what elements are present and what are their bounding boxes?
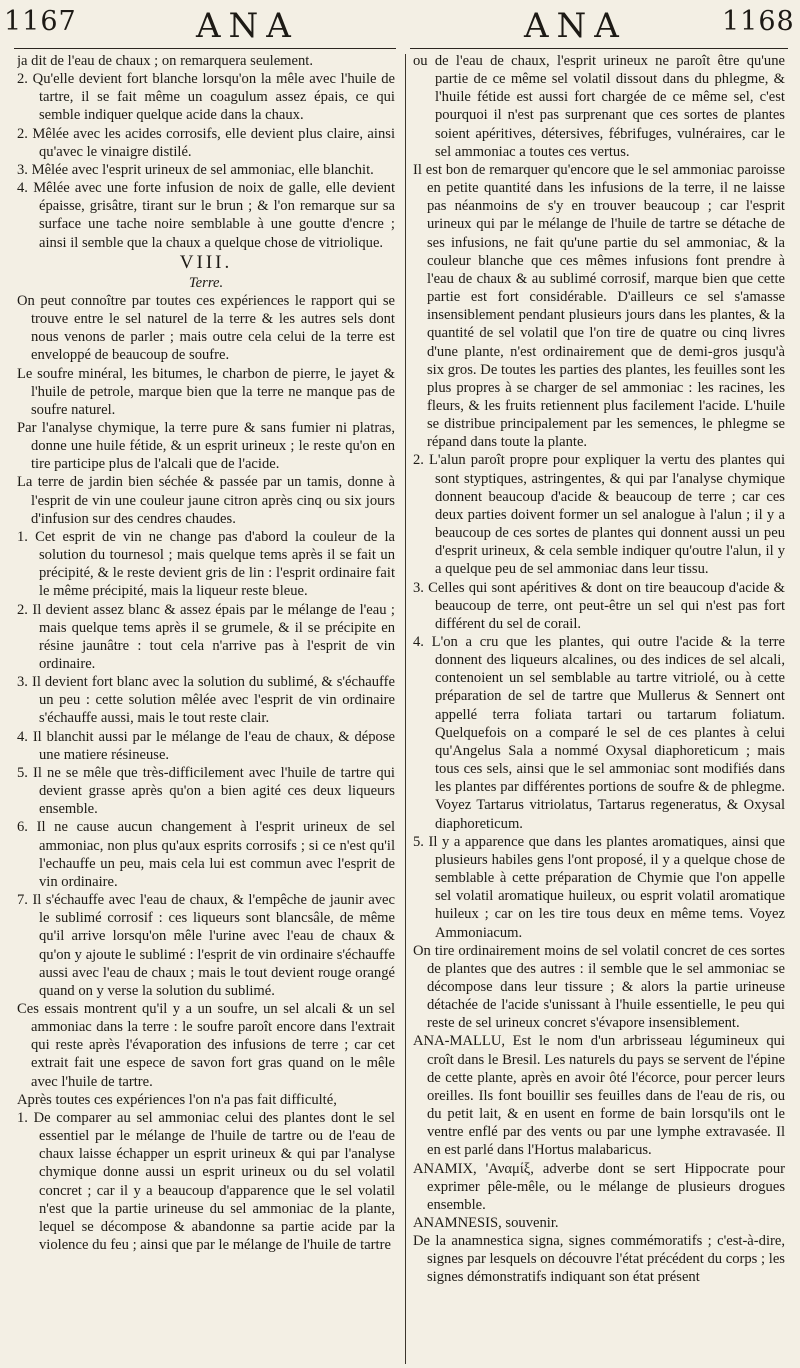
entry-ana-mallu: ANA-MALLU, Est le nom d'un arbrisseau légumineux qui croît dans le Bresil. Les naturels du pays se servent de l'épine de cette plante, après en avoir ôté l'écorce, pour percer leurs oreilles. Ils font bouillir ses feuilles dans de l'eau de ris, ou du petit lait, & en usent en forme de bain lorsqu'ils ont le ventre enflé par des vents ou par une lymphe extravasée. Il en est parlé dans l'Hortus malabaricus. <box>413 1033 785 1159</box>
numbered-paragraph: 2. L'alun paroît propre pour expliquer la vertu des plantes qui sont styptiques, astringentes, & qui par l'analyse chymique donnent beaucoup d'acide & beaucoup de terre ; car ces deux parties doivent former un sel analogue à l'alun ; il y a beaucoup de ces sortes de plantes qui donnent aussi un peu d'esprit urineux, & cela semble indiquer qu'outre l'alun, il y a quelque peu de sel ammoniac dans leur tissu. <box>413 452 785 578</box>
paragraph: On tire ordinairement moins de sel volatil concret de ces sortes de plantes que des autres : il semble que le sel ammoniac se décompose dans leur tissure ; & alors la partie urineuse détachée de l'acide s'unissant à l'huile essentielle, le peu qui reste de sel urineux concret s'évapore insensiblement. <box>413 942 785 1032</box>
left-running-title: ANA <box>196 6 299 46</box>
numbered-paragraph: 2. Qu'elle devient fort blanche lorsqu'on la mêle avec l'huile de tartre, il se fait même un coagulum assez épais, ce qui semble indiquer quelque acide dans la chaux. <box>17 71 395 124</box>
section-heading: VIII. <box>179 251 233 273</box>
paragraph: La terre de jardin bien séchée & passée par un tamis, donne à l'esprit de vin une couleur jaune citron après cinq ou six jours d'infusion sur des cendres chaudes. <box>17 474 395 527</box>
numbered-paragraph: 7. Il s'échauffe avec l'eau de chaux, & l'empêche de jaunir avec le sublimé corrosif : ces liqueurs sont blancsâle, de même qu'il arrive lorsqu'on mêle l'urine avec l'eau de chaux & qu'on y ajoute le sublimé : l'esprit de vin ordinaire s'échauffe aussi avec l'eau de chaux ; mais le tout devient rouge orangé quand on y verse la solution du sublimé. <box>17 892 395 999</box>
paragraph: Le soufre minéral, les bitumes, le charbon de pierre, le jayet & l'huile de petrole, marque bien que la terre ne manque pas de soufre naturel. <box>17 365 395 418</box>
entry-anamnesis: ANAMNESIS, souvenir. <box>413 1215 559 1231</box>
numbered-paragraph: 5. Il y a apparence que dans les plantes aromatiques, ainsi que plusieurs habiles gens l'ont proposé, il y a quelque chose de semblable à cette préparation de Chymie que l'on appelle sel volatil aromatique huileux, ou esprit volatil aromatique huileux ; car on les tire tous deux en même tems. Voyez Ammoniacum. <box>413 833 785 941</box>
numbered-paragraph: 3. Mêlée avec l'esprit urineux de sel ammoniac, elle blanchit. <box>17 161 374 178</box>
paragraph: On peut connoître par toutes ces expériences le rapport qui se trouve entre le sel naturel de la terre & les autres sels dont nous venons de parler ; mais outre cela celui de la terre est enveloppé de beaucoup de soufre. <box>17 292 395 364</box>
paragraph: De la anamnestica signa, signes commémoratifs ; c'est-à-dire, signes par lesquels on découvre l'état précédent du corps ; les signes démonstratifs indiquant son état présent <box>413 1233 785 1286</box>
column-divider <box>405 54 406 1364</box>
numbered-paragraph: 4. Mêlée avec une forte infusion de noix de galle, elle devient épaisse, grisâtre, tirant sur le brun ; & l'on remarque sur sa surface une tache noire semblable à une goutte d'encre ; ainsi il semble que la chaux a quelque chose de vitriolique. <box>17 180 395 251</box>
numbered-paragraph: 3. Il devient fort blanc avec la solution du sublimé, & s'échauffe un peu : cette solution mêlée avec l'esprit de vin ordinaire s'échauffe aussi, mais le tout reste clair. <box>17 674 395 727</box>
paragraph: ou de l'eau de chaux, l'esprit urineux ne paroît être qu'une partie de ce même sel volatil dissout dans du phlegme, & l'huile fétide est aussi fort chargée de ce même sel, c'est pourquoi il n'est pas surprenant que ces sortes de plantes soient apéritives, détersives, fébrifuges, vulnéraires, car le sel ammoniac a toutes ces vertus. <box>413 53 785 160</box>
numbered-paragraph: 2. Mêlée avec les acides corrosifs, elle devient plus claire, ainsi qu'avec le vinaigre distilé. <box>17 125 395 160</box>
paragraph: Il est bon de remarquer qu'encore que le sel ammoniac paroisse en petite quantité dans les infusions de la terre, il ne laisse pas néanmoins de s'y en trouver beaucoup ; car l'esprit urineux qui par le mélange de l'huile de tartre se détache de ses infusions, ne fait qu'une partie du sel ammoniac, & la couleur blanche que ces mêmes infusions font prendre à l'eau de chaux & au sublimé corrosif, marque bien que cette partie est fort considérable. D'ailleurs ce sel s'amasse insensiblement pendant plusieurs jours dans les plantes, & la quantité de sel volatil que l'on tire de quatre ou cinq livres d'une plante, n'est ordinairement que de demi-gros jusqu'à six gros. De toutes les parties des plantes, les feuilles sont les plus propres à se charger de sel ammoniac : les racines, les fleurs, & les fruits retiennent plus facilement l'acide. L'huile se distribue principalement par les semences, le phlegme se répand dans toute la plante. <box>413 161 785 451</box>
header-rule-left <box>14 48 396 49</box>
numbered-paragraph: 1. Cet esprit de vin ne change pas d'abord la couleur de la solution du tournesol ; mais quelque tems après il se fait un précipité, & le reste devient gris de lin : l'esprit ordinaire fait le même précipité, mais la liqueur reste bleue. <box>17 528 395 600</box>
right-column <box>413 52 785 1366</box>
numbered-paragraph: 5. Il ne se mêle que très-difficilement avec l'huile de tartre qui devient grasse après qu'on a bien agité ces deux liqueurs ensemble. <box>17 764 395 818</box>
paragraph: Par l'analyse chymique, la terre pure & sans fumier ni platras, donne une huile fétide, & un esprit urineux ; le reste qu'on en tire participe plus de l'alcali que de l'acide. <box>17 419 395 473</box>
paragraph: Ces essais montrent qu'il y a un soufre, un sel alcali & un sel ammoniac dans la terre : le soufre paroît encore dans l'extrait qui reste après l'évaporation des infusions de terre ; car cet extrait fait une espece de savon fort gras quand on le mêle avec l'huile de tartre. <box>17 1000 395 1090</box>
header-rule-right <box>410 48 788 49</box>
left-page-number: 1167 <box>4 6 77 37</box>
section-subheading: Terre. <box>188 274 224 291</box>
numbered-paragraph: 6. Il ne cause aucun changement à l'esprit urineux de sel ammoniac, non plus qu'aux esprits corrosifs ; si ce n'est qu'il l'echauffe un peu, mais cela lui est commun avec l'esprit de vin ordinaire. <box>17 819 395 890</box>
numbered-paragraph: 3. Celles qui sont apéritives & dont on tire beaucoup d'acide & beaucoup de terre, ont peut-être un sel qui n'est pas fort différent du sel de corail. <box>413 579 785 632</box>
right-page-number: 1168 <box>722 6 795 37</box>
numbered-paragraph: 1. De comparer au sel ammoniac celui des plantes dont le sel essentiel par le mélange de l'huile de tartre ou de l'eau de chaux laisse échapper un esprit urineux & qui par l'analyse chymique donne aussi un esprit urineux ou du sel volatil concret ; car il y a beaucoup d'apparence que le sel volatil n'est que la partie urineuse du sel ammoniac de la plante, lequel se décompose & abandonne sa partie acide par la violence du feu ; ainsi que par le mélange de l'huile de tartre <box>17 1109 395 1253</box>
numbered-paragraph: 2. Il devient assez blanc & assez épais par le mélange de l'eau ; mais quelque tems après il se grumele, & il se précipite en résine jaunâtre : tout cela n'arrive pas à l'esprit de vin ordinaire. <box>17 601 395 672</box>
numbered-paragraph: 4. Il blanchit aussi par le mélange de l'eau de chaux, & dépose une matiere résineuse. <box>17 728 395 763</box>
right-running-title: ANA <box>524 6 627 46</box>
left-column <box>17 52 395 1366</box>
paragraph: Après toutes ces expériences l'on n'a pas fait difficulté, <box>17 1091 337 1108</box>
entry-anamix: ANAMIX, 'Αναμίξ, adverbe dont se sert Hippocrate pour exprimer pêle-mêle, ou le mélange de plusieurs drogues ensemble. <box>413 1160 785 1213</box>
numbered-paragraph: 4. L'on a cru que les plantes, qui outre l'acide & la terre donnent des liqueurs alcalines, ou des indices de sel alcali, contenoient un sel semblable au tartre vitriolé, ou à cette préparation de sel de tartre que Mullerus & Sennert ont appellé terra foliata tartari ou tartarum foliatum. Quelquefois on a comparé le sel de ces plantes à celui qu'Angelus Sala a nommé Oxysal diaphoreticum ; mais tous ces sels, ainsi que le sel ammoniac sont modifiés dans les plantes par différentes portions de soufre & de phlegme. Voyez Tartarus vitriolatus, Tartarus regeneratus, & Oxysal diaphoreticum. <box>413 634 785 832</box>
paragraph: ja dit de l'eau de chaux ; on remarquera seulement. <box>17 53 314 69</box>
